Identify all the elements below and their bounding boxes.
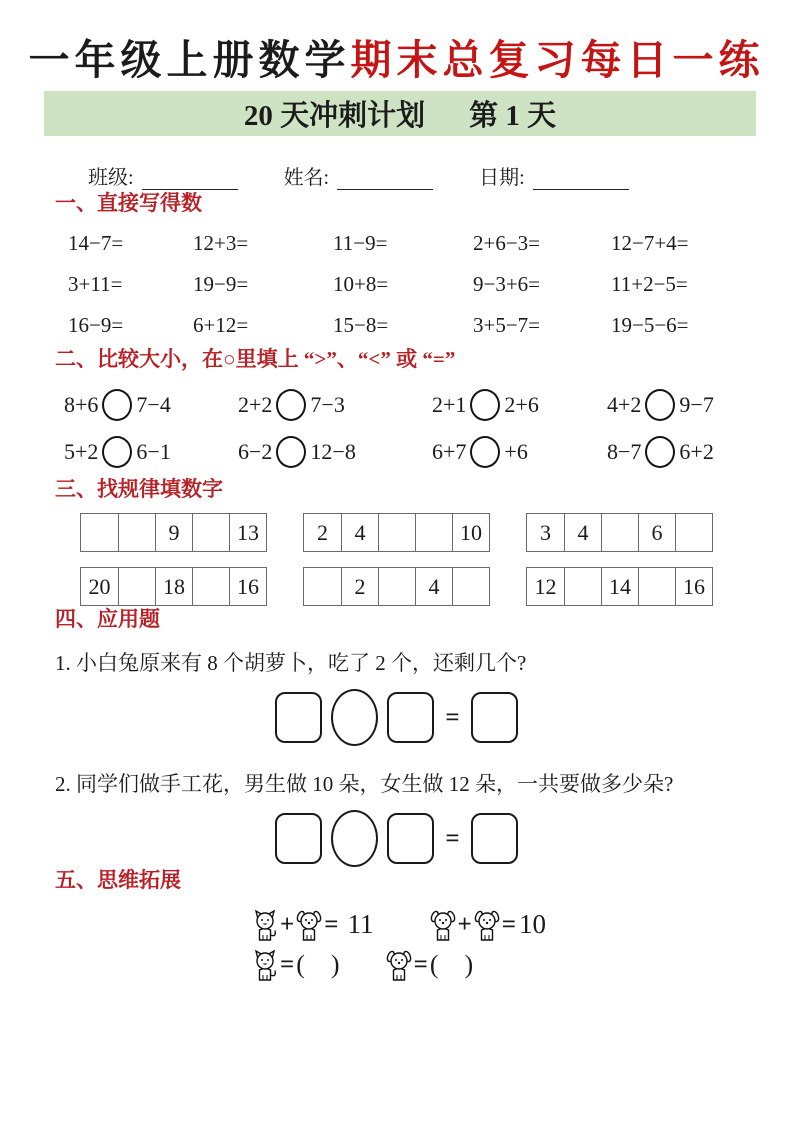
section2-title: 二、比较大小，在○里填上 “>”、“<” 或 “=” <box>55 347 456 372</box>
title-part-red: 期末总复习每日一练 <box>350 37 765 83</box>
compare-left: 8+6 <box>64 392 99 418</box>
pattern-cell <box>378 568 415 605</box>
pattern-table <box>526 567 713 606</box>
equals-sign: = <box>445 703 460 731</box>
compare-right: 7−4 <box>136 392 171 418</box>
compare-item <box>64 436 238 468</box>
pattern-table <box>303 513 490 552</box>
dog-icon <box>386 949 412 981</box>
section1-title: 一、直接写得数 <box>55 191 202 216</box>
animal-equations-row <box>0 909 793 941</box>
equals-sign: = <box>445 824 460 852</box>
compare-item <box>432 436 607 468</box>
section3-title: 三、找规律填数字 <box>55 476 223 501</box>
name-blank-line <box>337 169 433 190</box>
answer-box <box>471 692 518 743</box>
equation-boxes-row-1 <box>0 689 793 746</box>
answer-box <box>387 692 434 743</box>
pattern-cell: 4 <box>564 514 601 551</box>
compare-left: 6−2 <box>238 439 273 465</box>
dog-icon <box>296 909 322 941</box>
paren-close: ) <box>330 949 340 979</box>
operator-oval <box>331 689 378 746</box>
pattern-cell: 4 <box>341 514 378 551</box>
section4-title: 四、应用题 <box>55 607 160 632</box>
animal-equation-cat-dog <box>252 909 374 941</box>
calc-item: 9−3+6= <box>473 272 541 297</box>
pattern-cell <box>192 568 229 605</box>
compare-grid <box>0 382 793 476</box>
student-info-row <box>88 161 793 190</box>
compare-item <box>607 389 793 421</box>
answer-box <box>387 813 434 864</box>
pattern-cell <box>675 514 712 551</box>
pattern-cell <box>601 514 638 551</box>
name-field <box>284 161 434 190</box>
calc-item: 3+5−7= <box>473 313 541 338</box>
pattern-table <box>303 567 490 606</box>
calc-item: 14−7= <box>68 231 124 256</box>
answer-circle <box>276 389 306 421</box>
page-title <box>0 0 793 85</box>
pattern-cell: 16 <box>675 568 712 605</box>
compare-right: 6−1 <box>136 439 171 465</box>
animal-answer-dog <box>386 949 474 981</box>
pattern-cell <box>378 514 415 551</box>
calc-item: 2+6−3= <box>473 231 541 256</box>
word-problem-1: 1. 小白兔原来有 8 个胡萝卜，吃了 2 个，还剩几个? <box>55 651 527 676</box>
calc-item: 19−5−6= <box>611 313 689 338</box>
compare-right: +6 <box>504 439 528 465</box>
name-label: 姓名: <box>283 167 330 190</box>
plus-sign: + <box>280 911 295 939</box>
compare-right: 6+2 <box>679 439 714 465</box>
oral-calc-grid <box>0 223 793 346</box>
answer-circle <box>276 436 306 468</box>
equals-sign: = <box>280 951 295 979</box>
cat-icon <box>252 909 278 941</box>
compare-left: 4+2 <box>607 392 642 418</box>
date-label: 日期: <box>479 167 525 190</box>
pattern-cell: 13 <box>229 514 266 551</box>
pattern-cell: 2 <box>317 519 328 545</box>
subtitle-plan: 20 天冲刺计划 <box>243 100 426 133</box>
subtitle-day: 第 1 天 <box>469 100 557 133</box>
pattern-cell: 10 <box>452 514 489 551</box>
class-field <box>88 161 238 190</box>
compare-item <box>607 436 793 468</box>
compare-left: 6+7 <box>432 439 467 465</box>
calc-item: 10+8= <box>333 272 389 297</box>
compare-item <box>238 389 432 421</box>
pattern-tables-row-2 <box>0 567 793 606</box>
paren-close: ) <box>464 949 474 979</box>
animal-answers-row <box>0 949 793 981</box>
sum-value: 10 <box>519 909 546 940</box>
calc-item: 16−9= <box>68 313 124 338</box>
pattern-cell <box>564 568 601 605</box>
calc-item: 19−9= <box>193 272 249 297</box>
calc-item: 12+3= <box>193 231 249 256</box>
calc-item: 6+12= <box>193 313 249 338</box>
pattern-cell <box>81 514 118 551</box>
pattern-cell <box>192 514 229 551</box>
animal-answer-cat <box>252 949 340 981</box>
compare-right: 12−8 <box>310 439 356 465</box>
calc-item: 15−8= <box>333 313 389 338</box>
answer-circle <box>470 436 500 468</box>
plus-sign: + <box>457 911 472 939</box>
class-label: 班级: <box>88 167 134 190</box>
compare-left: 5+2 <box>64 439 99 465</box>
pattern-tables-row-1 <box>0 513 793 552</box>
operator-oval <box>331 810 378 867</box>
date-field <box>479 161 629 190</box>
pattern-cell <box>304 568 341 605</box>
pattern-cell: 4 <box>415 568 452 605</box>
pattern-cell <box>118 514 155 551</box>
compare-left: 2+1 <box>432 392 467 418</box>
answer-box <box>471 813 518 864</box>
compare-item <box>432 389 607 421</box>
sum-value: 11 <box>347 909 374 940</box>
pattern-cell <box>452 568 489 605</box>
compare-left: 2+2 <box>238 392 273 418</box>
pattern-cell: 16 <box>229 568 266 605</box>
answer-circle <box>645 389 675 421</box>
answer-box <box>275 813 322 864</box>
pattern-cell: 14 <box>601 568 638 605</box>
answer-circle <box>470 389 500 421</box>
compare-left: 8−7 <box>607 439 642 465</box>
paren-open: ( <box>429 949 439 979</box>
compare-right: 7−3 <box>310 392 345 418</box>
dog-icon <box>474 909 500 941</box>
cat-icon <box>252 949 278 981</box>
answer-circle <box>645 436 675 468</box>
answer-circle <box>102 436 132 468</box>
equation-boxes-row-2 <box>0 810 793 867</box>
paren-open: ( <box>296 949 305 979</box>
section5-title: 五、思维拓展 <box>55 868 181 893</box>
date-blank-line <box>533 169 629 190</box>
equals-sign: = <box>501 911 516 939</box>
pattern-cell: 20 <box>88 573 111 599</box>
pattern-cell: 12 <box>534 573 557 599</box>
compare-right: 9−7 <box>679 392 714 418</box>
dog-icon <box>430 909 456 941</box>
compare-item <box>64 389 238 421</box>
pattern-table <box>80 513 267 552</box>
calc-item: 12−7+4= <box>611 231 689 256</box>
answer-box <box>275 692 322 743</box>
class-blank-line <box>142 169 238 190</box>
title-part-black: 一年级上册数学 <box>28 37 351 83</box>
pattern-cell <box>638 568 675 605</box>
calc-item: 3+11= <box>68 272 123 297</box>
pattern-cell: 6 <box>638 514 675 551</box>
compare-item <box>238 436 432 468</box>
equals-sign: = <box>324 911 339 939</box>
pattern-cell <box>415 514 452 551</box>
answer-circle <box>102 389 132 421</box>
pattern-table <box>526 513 713 552</box>
pattern-cell <box>118 568 155 605</box>
calc-item: 11+2−5= <box>611 272 688 297</box>
pattern-cell: 9 <box>155 514 192 551</box>
pattern-cell: 18 <box>155 568 192 605</box>
subtitle-banner <box>44 91 756 136</box>
animal-equation-dog-dog <box>430 909 547 941</box>
pattern-cell: 2 <box>341 568 378 605</box>
calc-item: 11−9= <box>333 231 388 256</box>
compare-right: 2+6 <box>504 392 539 418</box>
pattern-cell: 3 <box>540 519 551 545</box>
word-problem-2: 2. 同学们做手工花，男生做 10 朵，女生做 12 朵，一共要做多少朵? <box>55 772 674 797</box>
pattern-table <box>80 567 267 606</box>
equals-sign: = <box>413 951 428 979</box>
